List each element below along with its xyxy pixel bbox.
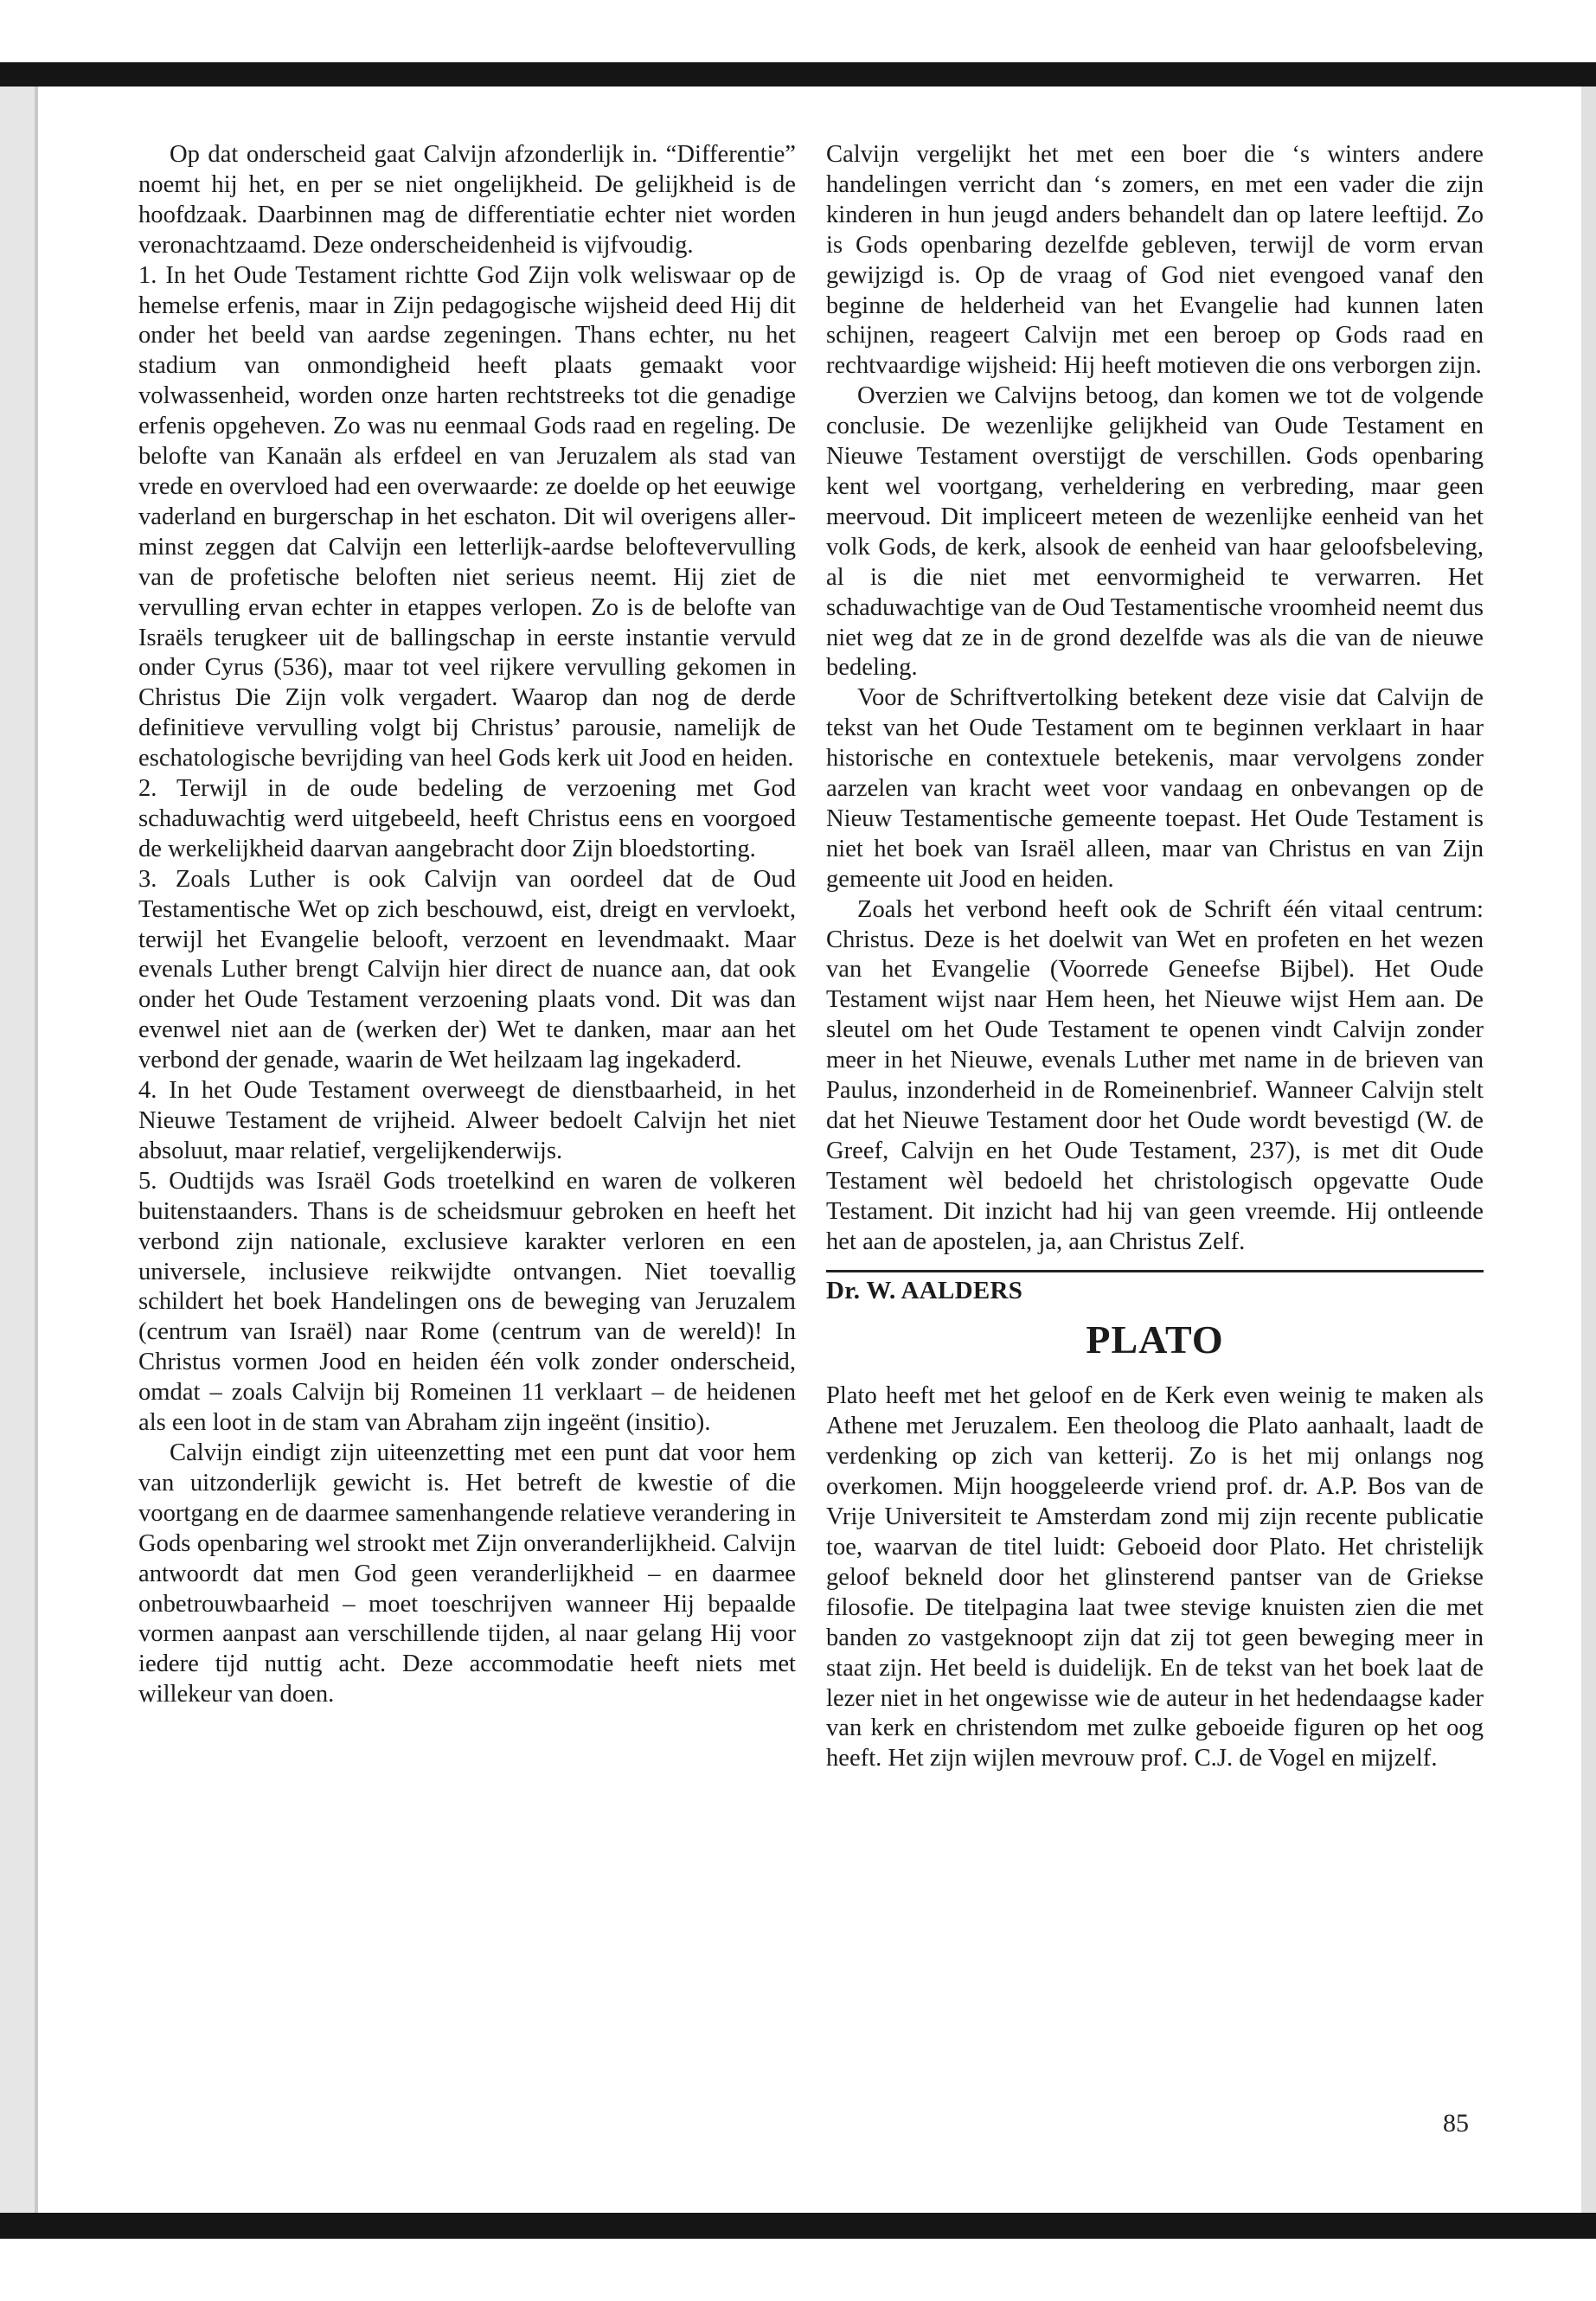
scan-bottom-border [0,2213,1596,2239]
left-paragraph-5: 4. In het Oude Testament overweegt de dienstbaarheid, in het Nieuwe Testament de vrijheid. Alweer bedoelt Calvijn het niet absoluut, maar relatief, vergelijkenderwijs. [138,1077,796,1164]
left-paragraph-4: 3. Zoals Luther is ook Calvijn van oordeel dat de Oud Testamentische Wet op zich beschouwd, eist, dreigt en vervloekt, terwijl het Evangelie belooft, verzoent en levendmaakt. Maar evenals Luther brengt Calvijn hier direct de nuance aan, dat ook onder het Oude Testament verzoening plaats vond. Dit was dan evenwel niet aan de (werken der) Wet te danken, maar aan het verbond der genade, waarin de Wet heilzaam lag ingekaderd. [138,865,796,1074]
scan-top-border [0,62,1596,87]
right-paragraph-3: Voor de Schriftvertolking betekent deze visie dat Calvijn de tekst van het Oude Testament om te beginnen verklaart in haar historische en contextuele betekenis, maar vervolgens zonder aarzelen van kracht weet voor vandaag en onbevangen op de Nieuw Testamentische gemeente toepast. Het Oude Testament is niet het boek van Israël alleen, maar van Christus en van Zijn gemeente uit Jood en heiden. [826,684,1484,893]
right-paragraph-2: Overzien we Calvijns betoog, dan komen we tot de volgende conclusie. De wezenlijke gelijkheid van Oude Testament en Nieuwe Testament overstijgt de verschillen. Gods openbaring kent wel voortgang, verheldering en verbreding, maar geen meervoud. Dit impliceert meteen de wezenlijke eenheid van het volk Gods, de kerk, alsook de eenheid van haar geloofsbeleving, al is die niet met eenvormigheid te verwarren. Het schaduwachtige van de Oud Testamentische vroomheid neemt dus niet weg dat ze in de grond dezelfde was als die van de nieuwe bedeling. [826,382,1484,682]
left-paragraph-1: Op dat onderscheid gaat Calvijn afzonderlijk in. “Differentie” noemt hij het, en per se niet ongelijkheid. De gelijkheid is de hoofdzaak. Daarbinnen mag de differentiatie echter niet worden veronachtzaamd. Deze onderscheidenheid is vijfvoudig. [138,141,796,259]
page-number: 85 [1443,2109,1469,2138]
left-paragraph-7: Calvijn eindigt zijn uiteenzetting met een punt dat voor hem van uitzonderlijk gewicht is. Het betreft de kwestie of die voortgang en de daarmee samenhangende relatieve verandering in Gods openbaring wel strookt met Zijn onveranderlijkheid. Calvijn antwoordt dat men God geen veranderlijkheid – en daarmee onbetrouwbaarheid – moet toeschrijven wanneer Hij bepaalde vormen aanpast aan verschillende tijden, al naar gelang Hij voor iedere tijd nuttig acht. Deze accommodatie heeft niets met willekeur van doen. [138,1439,796,1708]
left-paragraph-3: 2. Terwijl in de oude bedeling de verzoening met God schaduwachtig werd uitgebeeld, heeft Christus eens en voorgoed de werkelijkheid daarvan aangebracht door Zijn bloedstorting. [138,775,796,862]
left-paragraph-6: 5. Oudtijds was Israël Gods troetelkind en waren de volkeren buitenstaanders. Thans is de scheidsmuur gebroken en heeft het verbond zijn nationale, exclusieve karakter verloren en een universele, inclusieve reikwijdte ontvangen. Niet toevallig schildert het boek Handelingen ons de beweging van Jeruzalem (centrum van Israël) naar Rome (centrum van de wereld)! In Christus vormen Jood en heiden één volk zonder onderscheid, omdat – zoals Calvijn bij Romeinen 11 verklaart – de heidenen als een loot in de stam van Abraham zijn ingeënt (insitio). [138,1167,796,1437]
article-title: PLATO [1086,1317,1224,1362]
section-divider [826,1270,1484,1272]
article-byline: Dr. W. AALDERS [826,1276,1023,1304]
left-paragraph-2: 1. In het Oude Testament richtte God Zijn volk weliswaar op de hemelse erfenis, maar in Zijn pedagogische wijsheid deed Hij dit onder het beeld van aardse zegeningen. Thans echter, nu het stadium van onmondigheid heeft plaats gemaakt voor volwassenheid, worden onze harten rechtstreeks tot die genadige erfenis opgeheven. Zo was nu eenmaal Gods raad en regeling. De belofte van Kanaän als erfdeel en van Jeruzalem als stad van vrede en overvloed had een overwaarde: ze doelde op het eeuwige vaderland en burgerschap in het eschaton. Dit wil overigens allerminst zeggen dat Calvijn een letterlijk-aardse beloftevervulling van de profetische beloften niet serieus neemt. Hij ziet de vervulling ervan echter in etappes verlopen. Zo is de belofte van Israëls terugkeer uit de ballingschap in eerste instantie vervuld onder Cyrus (536), maar tot veel rijkere vervulling gekomen in Christus Die Zijn volk vergadert. Waarop dan nog de derde definitieve vervulling volgt bij Christus’ parousie, namelijk de eschatologische bevrijding van heel Gods kerk uit Jood en heiden. [138,261,796,772]
right-paragraph-4: Zoals het verbond heeft ook de Schrift één vitaal centrum: Christus. Deze is het doelwit van Wet en profeten en het wezen van het Evangelie (Voorrede Geneefse Bijbel). Het Oude Testament wijst naar Hem heen, het Nieuwe wijst Hem aan. De sleutel om het Oude Testament te openen vindt Calvijn zonder meer in het Nieuwe, evenals Luther met name in de brieven van Paulus, inzonderheid in de Romeinenbrief. Wanneer Calvijn stelt dat het Nieuwe Testament door het Oude wordt bevestigd (W. de Greef, Calvijn en het Oude Testament, 237), is met dit Oude Testament wèl bedoeld het christologisch opgevatte Oude Testament. Dit inzicht had hij van geen vreemde. Hij ontleende het aan de apostelen, ja, aan Christus Zelf. [826,895,1484,1255]
page-left-edge [35,87,38,2213]
page-right-edge [1581,87,1596,2213]
article-paragraph-1: Plato heeft met het geloof en de Kerk even weinig te maken als Athene met Jeruzalem. Een theoloog die Plato aanhaalt, laadt de verdenking op zich van ketterij. Zo is het mij onlangs nog overkomen. Mijn hooggeleerde vriend prof. dr. A.P. Bos van de Vrije Universiteit te Amsterdam zond mij zijn recente publicatie toe, waarvan de titel luidt: Geboeid door Plato. Het christelijk geloof bekneld door het glinsterend pantser van de Griekse filosofie. De titelpagina laat twee stevige knuisten zien die met banden zo vastgeknoopt zijn dat zij tot geen beweging meer in staat zijn. Het beeld is duidelijk. En de tekst van het boek laat de lezer niet in het ongewisse wie de auteur in het hedendaagse kader van kerk en christendom met zulke geboeide figuren op het oog heeft. Het zijn wijlen mevrouw prof. C.J. de Vogel en mijzelf. [826,1382,1484,1772]
right-paragraph-1: Calvijn vergelijkt het met een boer die ‘s winters andere handelingen verricht dan ‘s zomers, en met een vader die zijn kinderen in hun jeugd anders behandelt dan op latere leeftijd. Zo is Gods openbaring dezelfde gebleven, terwijl de vorm ervan gewijzigd is. Op de vraag of God niet evengoed vanaf den beginne de helderheid van het Evangelie had kunnen laten schijnen, reageert Calvijn met een beroep op Gods raad en rechtvaardige wijsheid: Hij heeft motieven die ons verborgen zijn. [826,141,1484,380]
right-text-column [826,140,1484,1774]
scan-left-margin [0,87,35,2213]
left-text-column [138,140,796,1710]
